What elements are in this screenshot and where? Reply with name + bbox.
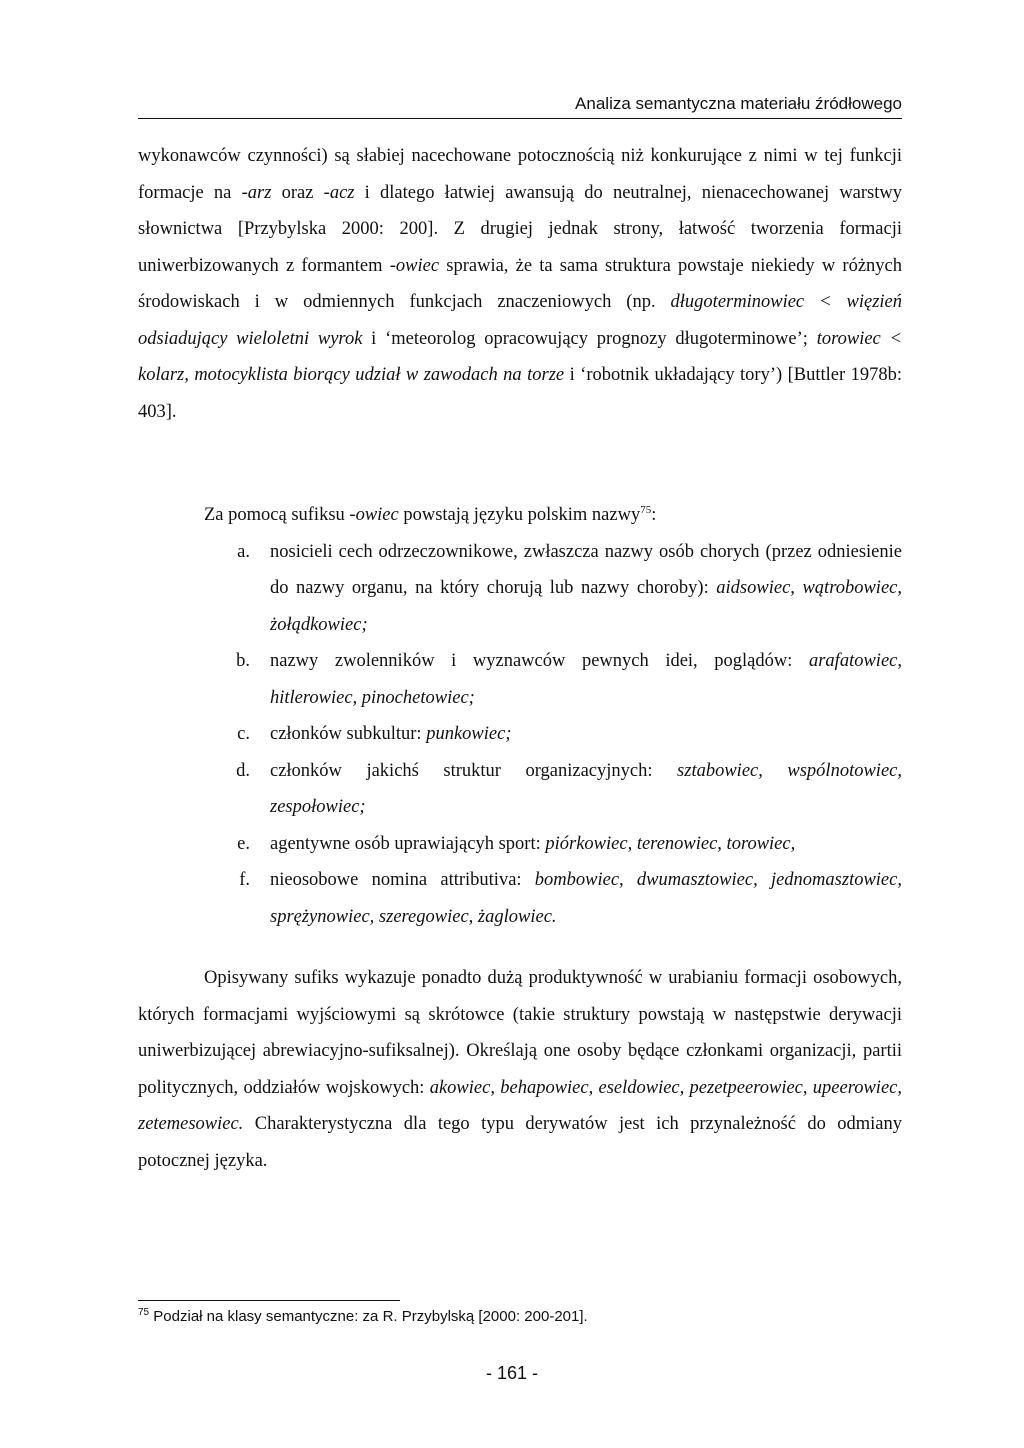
footnote (138, 1308, 902, 1325)
footnote-ref[interactable]: 75 (640, 503, 652, 516)
list-item: c. członków subkultur: punkowiec; (237, 724, 512, 744)
paragraph-1: wykonawców czynności) są słabiej nacechowane potocznością niż konkurujące z nimi w tej funkcji formacje na -arz oraz -acz i dlatego łatwiej awansują do neutralnej, nienacechowanej warstwy słownictwa [Przybylska 2000: 200]. Z drugiej jednak strony, łatwość tworzenia formacji uniwerbizowanych z formantem -owiec sprawia, że ta sama struktura powstaje niekiedy w różnych środowiskach i w odmiennych funkcjach znaczeniowych (np. długoterminowiec < więzień odsiadujący wieloletni wyrok i ‘meteorolog opracowujący prognozy długoterminowe’; torowiec < kolarz, motocyklista biorący udział w zawodach na torze i ‘robotnik układający tory’) [Buttler 1978b: 403]. (138, 146, 903, 422)
list-item: f. nieosobowe nomina attributiva: bombowiec, dwumasztowiec, jednomasztowiec, sprężynowiec, szeregowiec, żaglowiec. (239, 870, 902, 927)
footnote-number: 75 (138, 1307, 150, 1318)
paragraph-3: Opisywany sufiks wykazuje ponadto dużą produktywność w urabianiu formacji osobowych, których formacjami wyjściowymi są skrótowce (takie struktury powstają w następstwie derywacji uniwerbizującej abrewiacyjno-sufiksalnej). Określają one osoby będące członkami organizacji, partii politycznych, oddziałów wojskowych: akowiec, behapowiec, eseldowiec, pezetpeerowiec, upeerowiec, zetemesowiec. Charakterystyczna dla tego typu derywatów jest ich przynależność do odmiany potocznej języka. (138, 968, 902, 1171)
category-list (138, 534, 902, 936)
list-item: b. nazwy zwolenników i wyznawców pewnych idei, poglądów: arafatowiec, hitlerowiec, pinochetowiec; (236, 651, 902, 708)
list-item: a. nosicieli cech odrzeczownikowe, zwłaszcza nazwy osób chorych (przez odniesienie do nazwy organu, na który chorują lub nazwy choroby): aidsowiec, wątrobowiec, żołądkowiec; (237, 541, 902, 635)
list-intro: Za pomocą sufiksu -owiec powstają języku polskim nazwy$^{75}$: (204, 503, 657, 525)
list-item: e. agentywne osób uprawiającyh sport: piórkowiec, terenowiec, torowiec, (237, 833, 796, 854)
suffix-categories-section (138, 497, 902, 935)
running-title: Analiza semantyczna materiału źródłowego (575, 94, 902, 113)
footnote-divider (138, 1300, 400, 1301)
footnote-text: Podział na klasy semantyczne: za R. Przybylską [2000: 200-201]. (149, 1308, 588, 1325)
running-header (138, 94, 902, 119)
page-number: - 161 - (485, 1363, 539, 1383)
list-item: d. członków jakichś struktur organizacyjnych: sztabowiec, wspólnotowiec, zespołowiec; (236, 760, 902, 817)
